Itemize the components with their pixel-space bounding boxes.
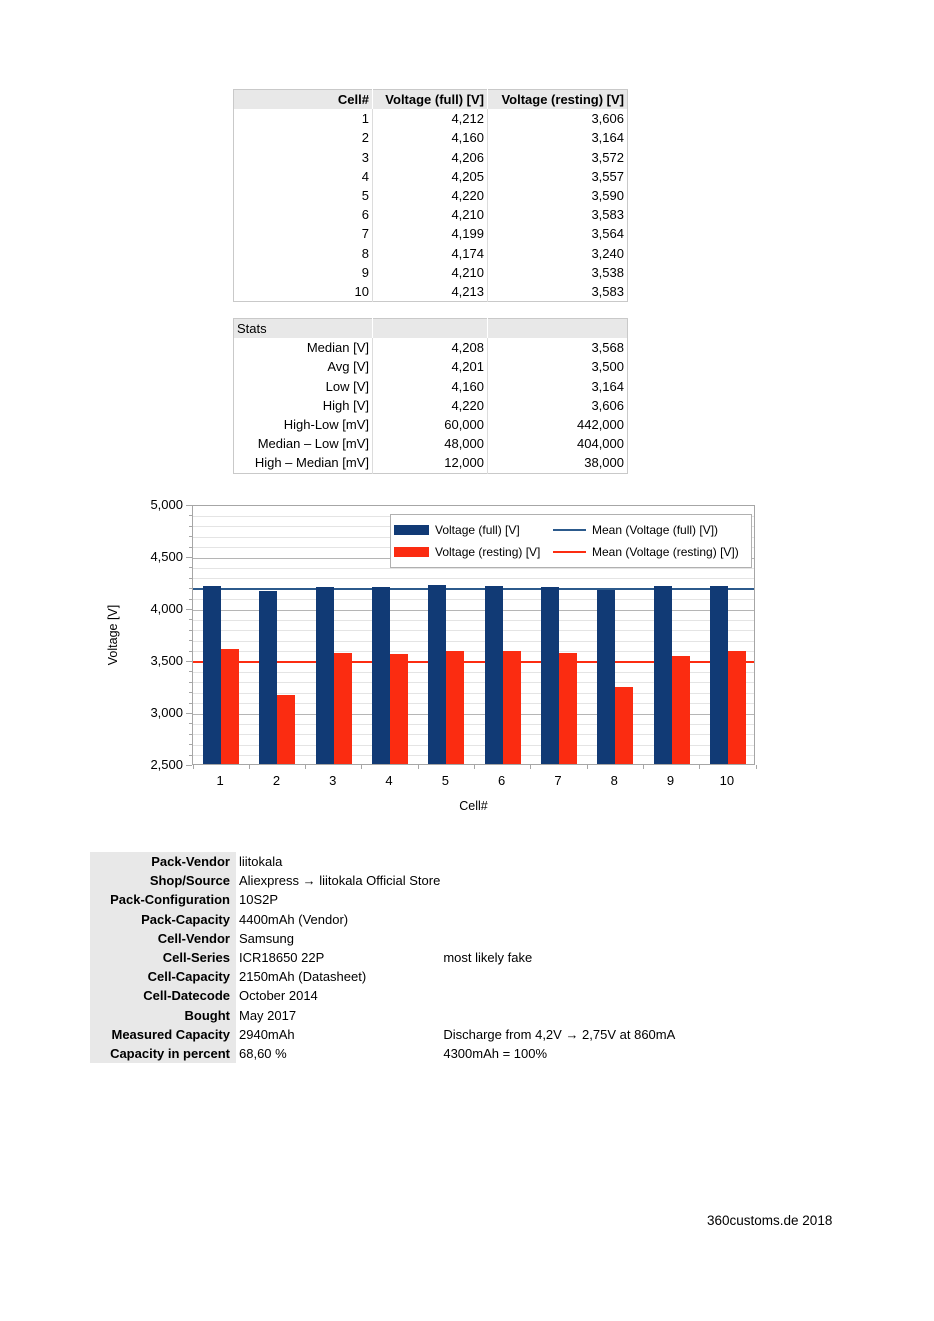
info-row xyxy=(90,890,740,909)
header-cell-number: Cell# xyxy=(234,90,373,110)
x-tick-label: 9 xyxy=(666,773,675,788)
y-tick-label: 4,500 xyxy=(150,549,183,564)
table-cell: 3,606 xyxy=(488,109,628,128)
legend-label: Mean (Voltage (full) [V]) xyxy=(592,523,719,537)
table-cell xyxy=(440,986,740,1005)
voltage-full-bar xyxy=(428,585,446,764)
cell-voltage-row xyxy=(234,148,628,167)
table-cell: High [V] xyxy=(322,397,369,413)
table-cell: Bought xyxy=(90,1006,236,1025)
table-cell: 4,213 xyxy=(373,282,488,302)
y-axis-tick xyxy=(186,609,192,610)
table-cell: liitokala xyxy=(239,854,283,869)
table-cell xyxy=(440,890,740,909)
stats-header-spacer xyxy=(488,319,628,339)
table-header-row xyxy=(234,90,628,110)
info-row xyxy=(90,1006,740,1025)
x-axis-tick xyxy=(587,765,588,769)
table-cell: 3,164 xyxy=(488,377,628,396)
table-cell: 4,174 xyxy=(373,244,488,263)
x-axis-tick xyxy=(756,765,757,769)
y-tick-label: 3,500 xyxy=(150,653,183,668)
y-axis-tick xyxy=(186,765,192,766)
y-axis-minor-tick xyxy=(189,723,192,724)
table-cell: 68,60 % xyxy=(239,1046,287,1062)
info-row xyxy=(90,967,740,986)
y-axis-tick xyxy=(186,505,192,506)
y-axis-minor-tick xyxy=(189,567,192,568)
x-axis-title: Cell# xyxy=(459,799,488,813)
stats-row xyxy=(234,434,628,453)
y-axis-minor-tick xyxy=(189,599,192,600)
y-tick-label: 5,000 xyxy=(150,497,183,512)
table-cell: 10 xyxy=(354,284,369,300)
table-cell: Cell-Capacity xyxy=(90,967,236,986)
table-cell: Cell-Datecode xyxy=(90,986,236,1005)
y-axis-minor-tick xyxy=(189,703,192,704)
y-axis-title: Voltage [V] xyxy=(106,604,120,666)
header-voltage-resting: Voltage (resting) [V] xyxy=(488,90,628,110)
info-row xyxy=(90,1044,740,1063)
voltage-full-bar xyxy=(485,586,503,764)
x-tick-label: 1 xyxy=(216,773,224,788)
table-cell: 3,583 xyxy=(488,282,628,302)
legend-bar-swatch xyxy=(394,525,429,535)
gridline xyxy=(193,568,754,569)
y-axis-minor-tick xyxy=(189,640,192,641)
legend-line-swatch xyxy=(553,551,586,553)
table-cell: High-Low [mV] xyxy=(283,417,369,433)
x-axis-tick xyxy=(193,765,194,769)
info-row xyxy=(90,852,740,871)
x-tick-label: 8 xyxy=(610,773,618,788)
x-axis-tick xyxy=(699,765,700,769)
voltage-resting-bar xyxy=(277,695,295,764)
y-axis-minor-tick xyxy=(189,682,192,683)
table-cell: 2 xyxy=(361,130,369,146)
table-cell: 3,500 xyxy=(488,357,628,376)
y-axis-tick xyxy=(186,557,192,558)
y-axis-minor-tick xyxy=(189,651,192,652)
stats-row xyxy=(234,338,628,357)
voltage-resting-bar xyxy=(728,651,746,764)
voltage-full-bar xyxy=(541,587,559,764)
legend-row xyxy=(394,523,748,537)
y-tick-label: 2,500 xyxy=(150,757,183,772)
stats-row xyxy=(234,453,628,473)
table-cell xyxy=(440,929,740,948)
y-axis-minor-tick xyxy=(189,588,192,589)
x-tick-label: 5 xyxy=(441,773,449,788)
stats-row xyxy=(234,415,628,434)
voltage-resting-bar xyxy=(390,654,408,764)
table-cell: 4,205 xyxy=(373,167,488,186)
voltage-full-bar xyxy=(654,586,672,764)
legend-label: Voltage (resting) [V] xyxy=(435,545,541,559)
cell-voltage-row xyxy=(234,205,628,224)
x-axis-tick xyxy=(249,765,250,769)
chart-legend xyxy=(390,514,752,568)
cell-voltage-row xyxy=(234,224,628,243)
table-cell: 3,572 xyxy=(488,148,628,167)
y-axis-minor-tick xyxy=(189,755,192,756)
y-axis-minor-tick xyxy=(189,526,192,527)
legend-label: Mean (Voltage (resting) [V]) xyxy=(592,545,739,559)
y-axis-minor-tick xyxy=(189,619,192,620)
y-tick-label: 4,000 xyxy=(150,601,183,616)
voltage-full-bar xyxy=(597,590,615,764)
legend-label: Voltage (full) [V] xyxy=(435,523,520,537)
table-cell: 2940mAh xyxy=(239,1026,295,1042)
table-cell: October 2014 xyxy=(239,988,318,1004)
table-cell: 7 xyxy=(361,226,369,242)
table-cell: 12,000 xyxy=(373,453,488,473)
voltage-resting-bar xyxy=(559,653,577,764)
table-cell: Low [V] xyxy=(325,378,369,394)
table-cell: 3,606 xyxy=(488,396,628,415)
voltage-resting-bar xyxy=(334,653,352,764)
table-cell: 38,000 xyxy=(488,453,628,473)
table-cell xyxy=(440,852,740,871)
legend-bar-swatch xyxy=(394,547,429,557)
table-cell xyxy=(440,871,740,890)
voltage-resting-bar xyxy=(672,656,690,764)
x-axis-tick xyxy=(305,765,306,769)
table-cell: 4,160 xyxy=(373,128,488,147)
info-row xyxy=(90,948,740,967)
stats-header-spacer xyxy=(373,319,488,339)
table-cell: 3,583 xyxy=(488,205,628,224)
cell-voltage-row xyxy=(234,263,628,282)
table-cell: 4400mAh (Vendor) xyxy=(239,911,349,927)
y-axis-minor-tick xyxy=(189,547,192,548)
table-cell: Capacity in percent xyxy=(90,1044,236,1063)
table-cell: 4,201 xyxy=(373,357,488,376)
table-cell: Pack-Vendor xyxy=(90,852,236,871)
table-cell: High – Median [mV] xyxy=(254,455,369,471)
table-cell: Median [V] xyxy=(306,340,369,356)
table-cell: 3 xyxy=(361,149,369,165)
table-cell: 442,000 xyxy=(488,415,628,434)
x-tick-label: 7 xyxy=(554,773,562,788)
stats-row xyxy=(234,396,628,415)
gridline xyxy=(193,578,754,579)
table-cell: Pack-Configuration xyxy=(90,890,236,909)
table-cell: 4,220 xyxy=(373,396,488,415)
table-cell: Median – Low [mV] xyxy=(257,436,369,452)
cell-voltage-row xyxy=(234,167,628,186)
table-cell xyxy=(440,910,740,929)
table-cell: 4,220 xyxy=(373,186,488,205)
cell-voltage-row xyxy=(234,128,628,147)
table-cell: 5 xyxy=(361,188,369,204)
table-cell: 3,568 xyxy=(488,338,628,357)
stats-table xyxy=(233,318,628,474)
cell-voltage-row xyxy=(234,244,628,263)
table-cell: ICR18650 22P xyxy=(239,950,325,966)
table-cell: 3,564 xyxy=(488,224,628,243)
y-axis-minor-tick xyxy=(189,734,192,735)
x-axis-tick xyxy=(418,765,419,769)
info-row xyxy=(90,986,740,1005)
info-row xyxy=(90,1025,740,1044)
x-tick-label: 4 xyxy=(385,773,393,788)
table-cell: 4,212 xyxy=(373,109,488,128)
table-cell: 4,208 xyxy=(373,338,488,357)
table-cell: 3,557 xyxy=(488,167,628,186)
y-axis-minor-tick xyxy=(189,515,192,516)
info-row xyxy=(90,871,740,890)
table-cell: 48,000 xyxy=(373,434,488,453)
table-cell: 1 xyxy=(361,111,369,127)
voltage-resting-bar xyxy=(446,651,464,764)
y-axis-tick xyxy=(186,713,192,714)
table-cell xyxy=(440,1006,740,1025)
cell-voltage-row xyxy=(234,282,628,302)
voltage-full-bar xyxy=(710,586,728,764)
legend-row xyxy=(394,545,748,559)
table-cell xyxy=(440,967,740,986)
table-cell: 3,538 xyxy=(488,263,628,282)
table-cell: 9 xyxy=(361,264,369,280)
x-tick-label: 2 xyxy=(272,773,281,788)
legend-line-swatch xyxy=(553,529,586,531)
x-axis-tick xyxy=(643,765,644,769)
y-axis-minor-tick xyxy=(189,671,192,672)
table-cell: Aliexpress → liitokala Official Store xyxy=(239,873,441,889)
y-axis-minor-tick xyxy=(189,578,192,579)
table-cell: 3,164 xyxy=(488,128,628,147)
x-tick-label: 10 xyxy=(719,773,735,788)
table-cell: 60,000 xyxy=(373,415,488,434)
x-axis-tick xyxy=(474,765,475,769)
table-cell: 4,199 xyxy=(373,224,488,243)
stats-row xyxy=(234,357,628,376)
table-cell: Avg [V] xyxy=(327,359,369,375)
table-cell: Discharge from 4,2V → 2,75V at 860mA xyxy=(443,1026,676,1042)
voltage-full-bar xyxy=(203,586,221,764)
table-cell: 4,206 xyxy=(373,148,488,167)
voltage-full-bar xyxy=(372,587,390,764)
table-cell: 10S2P xyxy=(239,892,279,908)
stats-title: Stats xyxy=(234,319,373,339)
stats-row xyxy=(234,377,628,396)
table-cell: 3,240 xyxy=(488,244,628,263)
x-axis-tick xyxy=(530,765,531,769)
y-axis-minor-tick xyxy=(189,630,192,631)
voltage-full-bar xyxy=(316,587,334,764)
table-cell: 6 xyxy=(361,207,369,223)
table-cell: May 2017 xyxy=(239,1007,297,1023)
table-cell: Shop/Source xyxy=(90,871,236,890)
cell-voltage-row xyxy=(234,109,628,128)
table-cell: 4,210 xyxy=(373,205,488,224)
pack-info-table xyxy=(90,852,740,1063)
table-cell: 404,000 xyxy=(488,434,628,453)
table-cell: Cell-Series xyxy=(90,948,236,967)
table-cell: Samsung xyxy=(239,930,294,946)
x-tick-label: 6 xyxy=(498,773,506,788)
table-cell: 4,210 xyxy=(373,263,488,282)
voltage-resting-bar xyxy=(503,651,521,764)
table-cell: 4300mAh = 100% xyxy=(443,1046,548,1062)
info-row xyxy=(90,910,740,929)
table-cell: most likely fake xyxy=(443,950,533,966)
cell-voltage-row xyxy=(234,186,628,205)
table-cell: Measured Capacity xyxy=(90,1025,236,1044)
y-axis-minor-tick xyxy=(189,744,192,745)
y-axis-tick xyxy=(186,661,192,662)
x-axis-tick xyxy=(361,765,362,769)
stats-header-row xyxy=(234,319,628,339)
y-tick-label: 3,000 xyxy=(150,705,183,720)
voltage-resting-bar xyxy=(615,687,633,764)
table-cell: 3,590 xyxy=(488,186,628,205)
table-cell: 8 xyxy=(361,245,369,261)
voltage-full-bar xyxy=(259,591,277,764)
table-cell: 2150mAh (Datasheet) xyxy=(239,969,367,985)
x-tick-label: 3 xyxy=(329,773,337,788)
cell-voltage-table xyxy=(233,89,628,302)
header-voltage-full: Voltage (full) [V] xyxy=(373,90,488,110)
table-cell: 4,160 xyxy=(373,377,488,396)
info-row xyxy=(90,929,740,948)
voltage-chart xyxy=(105,490,785,825)
voltage-resting-bar xyxy=(221,649,239,764)
table-cell: Pack-Capacity xyxy=(90,910,236,929)
footer-credit: 360customs.de 2018 xyxy=(707,1213,833,1228)
table-cell: 4 xyxy=(361,168,369,184)
y-axis-minor-tick xyxy=(189,692,192,693)
table-cell: Cell-Vendor xyxy=(90,929,236,948)
y-axis-minor-tick xyxy=(189,536,192,537)
